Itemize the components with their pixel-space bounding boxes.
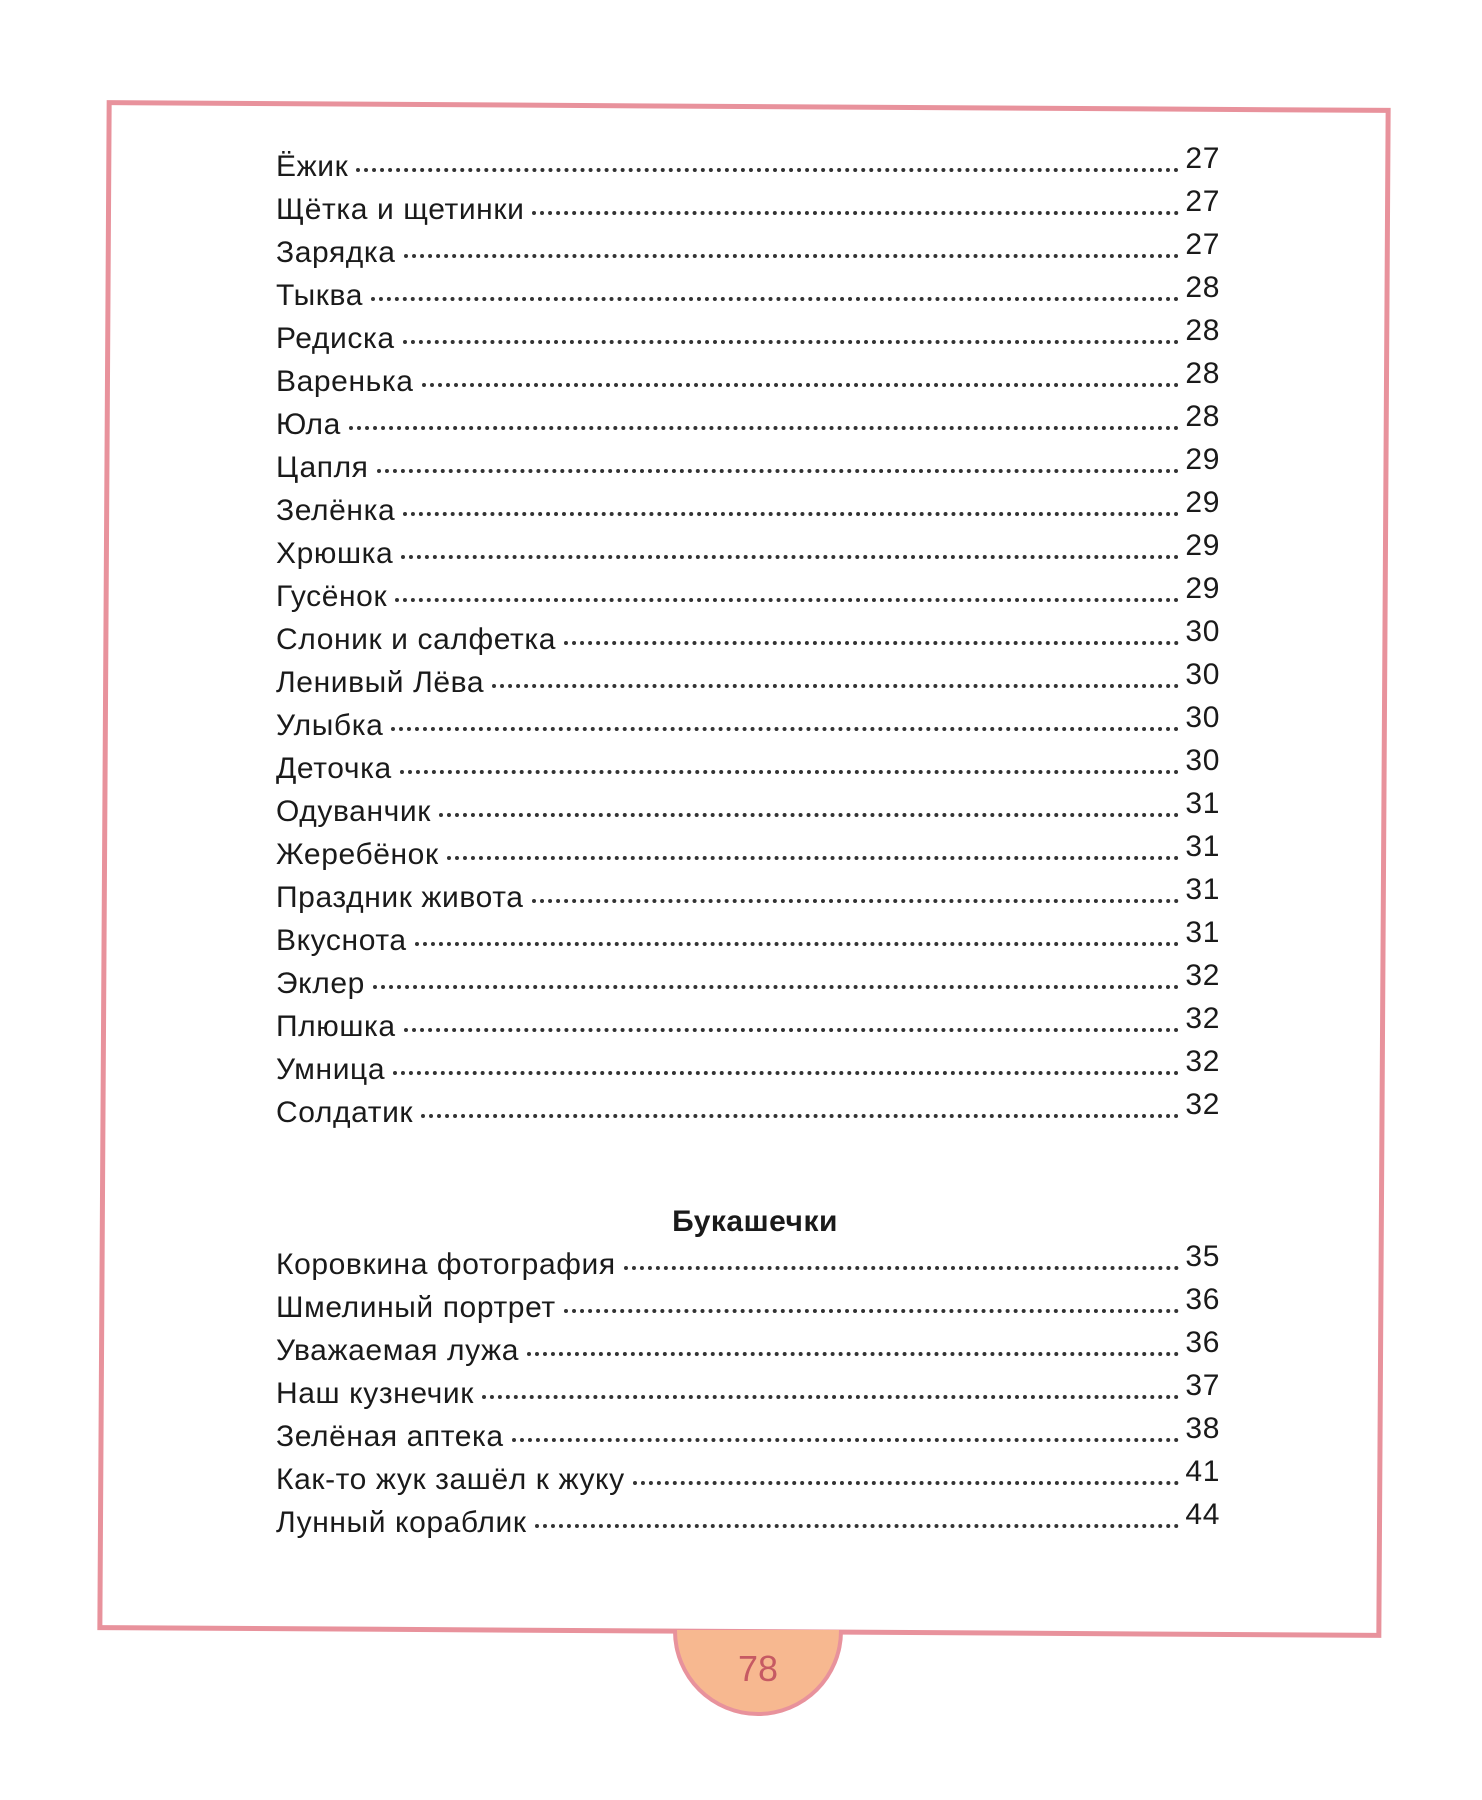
toc-entry-page: 27 [1185, 228, 1220, 261]
section-heading: Букашечки [672, 1205, 838, 1238]
toc-entry-page: 27 [1185, 142, 1220, 175]
toc-entry [276, 1412, 1220, 1463]
dot-leader [400, 770, 1180, 774]
dot-leader [512, 1438, 1180, 1442]
dot-leader [564, 641, 1179, 645]
toc-entry [276, 529, 1220, 580]
toc-entry [276, 1369, 1220, 1420]
toc-entry-page: 30 [1185, 658, 1220, 691]
dot-leader [403, 512, 1179, 516]
toc-entry-title: Зелёнка [276, 494, 396, 527]
toc-entry-title: Наш кузнечик [276, 1377, 474, 1410]
toc-entry-page: 32 [1185, 1045, 1220, 1078]
dot-leader [532, 211, 1179, 215]
toc-entry-title: Лунный кораблик [276, 1506, 527, 1539]
toc-entry-page: 31 [1185, 916, 1220, 949]
toc-entry [276, 357, 1220, 408]
toc-entry-page: 41 [1185, 1455, 1220, 1488]
toc-entry-title: Вкуснота [276, 924, 407, 957]
toc-entry-title: Уважаемая лужа [276, 1334, 519, 1367]
toc-entry-title: Зарядка [276, 236, 396, 269]
toc-entry [276, 1326, 1220, 1377]
toc-entry-title: Тыква [276, 279, 363, 312]
dot-leader [415, 942, 1180, 946]
dot-leader [377, 469, 1180, 473]
dot-leader [403, 340, 1180, 344]
toc-entry-page: 31 [1185, 787, 1220, 820]
toc-entry [276, 701, 1220, 752]
dot-leader [492, 684, 1179, 688]
toc-entry-title: Эклер [276, 967, 365, 1000]
dot-leader [371, 297, 1179, 301]
dot-leader [404, 1028, 1180, 1032]
toc-entry-title: Жеребёнок [276, 838, 439, 871]
toc-entry [276, 443, 1220, 494]
toc-entry [276, 142, 1220, 193]
toc-entry-title: Слоник и салфетка [276, 623, 557, 656]
dot-leader [564, 1309, 1180, 1313]
toc-entry [276, 1498, 1220, 1549]
toc-entry-title: Варенька [276, 365, 414, 398]
toc-entry-page: 30 [1185, 701, 1220, 734]
toc-entry [276, 1283, 1220, 1334]
toc-entry [276, 228, 1220, 279]
toc-entry-title: Праздник живота [276, 881, 524, 914]
toc-entry-page: 35 [1185, 1240, 1220, 1273]
toc-entry-page: 30 [1185, 744, 1220, 777]
dot-leader [633, 1481, 1180, 1485]
toc-entry-title: Одуванчик [276, 795, 431, 828]
toc-entry-title: Умница [276, 1053, 386, 1086]
toc-entry [276, 1240, 1220, 1291]
dot-leader [482, 1395, 1179, 1399]
toc-entry [276, 959, 1220, 1010]
toc-entry [276, 744, 1220, 795]
dot-leader [439, 813, 1179, 817]
toc-entry-page: 31 [1185, 830, 1220, 863]
toc-entry-page: 44 [1185, 1498, 1220, 1531]
toc-entry [276, 787, 1220, 838]
dot-leader [527, 1352, 1179, 1356]
toc-entry [276, 873, 1220, 924]
toc-entry-title: Шмелиный портрет [276, 1291, 556, 1324]
dot-leader [349, 426, 1179, 430]
toc-entry-title: Хрюшка [276, 537, 394, 570]
toc-entry-title: Щётка и щетинки [276, 193, 525, 226]
toc-entry-page: 36 [1185, 1283, 1220, 1316]
toc-entry-title: Как-то жук зашёл к жуку [276, 1463, 625, 1496]
dot-leader [535, 1524, 1180, 1528]
dot-leader [391, 727, 1179, 731]
toc-entry-title: Ленивый Лёва [276, 666, 485, 699]
dot-leader [447, 856, 1180, 860]
toc-entry-page: 32 [1185, 1088, 1220, 1121]
toc-entry [276, 916, 1220, 967]
toc-entry-page: 29 [1185, 529, 1220, 562]
dot-leader [422, 383, 1180, 387]
toc-entry-title: Ёжик [276, 150, 349, 183]
toc-entry-title: Юла [276, 408, 341, 441]
toc-entry [276, 486, 1220, 537]
toc-entry-page: 32 [1185, 959, 1220, 992]
toc-list-section [276, 1240, 1220, 1549]
toc-entry-page: 38 [1185, 1412, 1220, 1445]
toc-entry-title: Гусёнок [276, 580, 388, 613]
toc-entry-page: 29 [1185, 572, 1220, 605]
toc-entry [276, 1002, 1220, 1053]
toc-entry-title: Солдатик [276, 1096, 414, 1129]
toc-entry [276, 314, 1220, 365]
toc-entry-page: 30 [1185, 615, 1220, 648]
dot-leader [532, 899, 1180, 903]
toc-entry [276, 1088, 1220, 1139]
toc-entry-page: 29 [1185, 486, 1220, 519]
toc-entry [276, 185, 1220, 236]
toc-entry [276, 1455, 1220, 1506]
toc-entry [276, 830, 1220, 881]
page-number-tab [673, 1630, 843, 1716]
toc-entry-title: Редиска [276, 322, 395, 355]
dot-leader [624, 1266, 1180, 1270]
dot-leader [404, 254, 1180, 258]
toc-entry-page: 32 [1185, 1002, 1220, 1035]
toc-list-main [276, 142, 1220, 1139]
dot-leader [401, 555, 1179, 559]
page-number: 78 [737, 1648, 779, 1689]
toc-entry-title: Плюшка [276, 1010, 396, 1043]
toc-entry-page: 28 [1185, 400, 1220, 433]
toc-entry-title: Цапля [276, 451, 369, 484]
toc-entry-page: 28 [1185, 357, 1220, 390]
toc-entry [276, 658, 1220, 709]
toc-entry-title: Деточка [276, 752, 392, 785]
toc-entry-page: 29 [1185, 443, 1220, 476]
dot-leader [395, 598, 1179, 602]
dot-leader [421, 1114, 1179, 1118]
toc-entry [276, 572, 1220, 623]
toc-entry-title: Коровкина фотография [276, 1248, 616, 1281]
toc-entry-page: 31 [1185, 873, 1220, 906]
toc-entry-page: 27 [1185, 185, 1220, 218]
toc-entry-page: 37 [1185, 1369, 1220, 1402]
toc-entry-title: Улыбка [276, 709, 384, 742]
dot-leader [393, 1071, 1179, 1075]
toc-entry [276, 1045, 1220, 1096]
dot-leader [373, 985, 1180, 989]
toc-entry-page: 28 [1185, 314, 1220, 347]
toc-entry-title: Зелёная аптека [276, 1420, 504, 1453]
toc-entry-page: 36 [1185, 1326, 1220, 1359]
toc-entry [276, 271, 1220, 322]
toc-entry-page: 28 [1185, 271, 1220, 304]
toc-entry [276, 615, 1220, 666]
dot-leader [356, 168, 1179, 172]
toc-entry [276, 400, 1220, 451]
